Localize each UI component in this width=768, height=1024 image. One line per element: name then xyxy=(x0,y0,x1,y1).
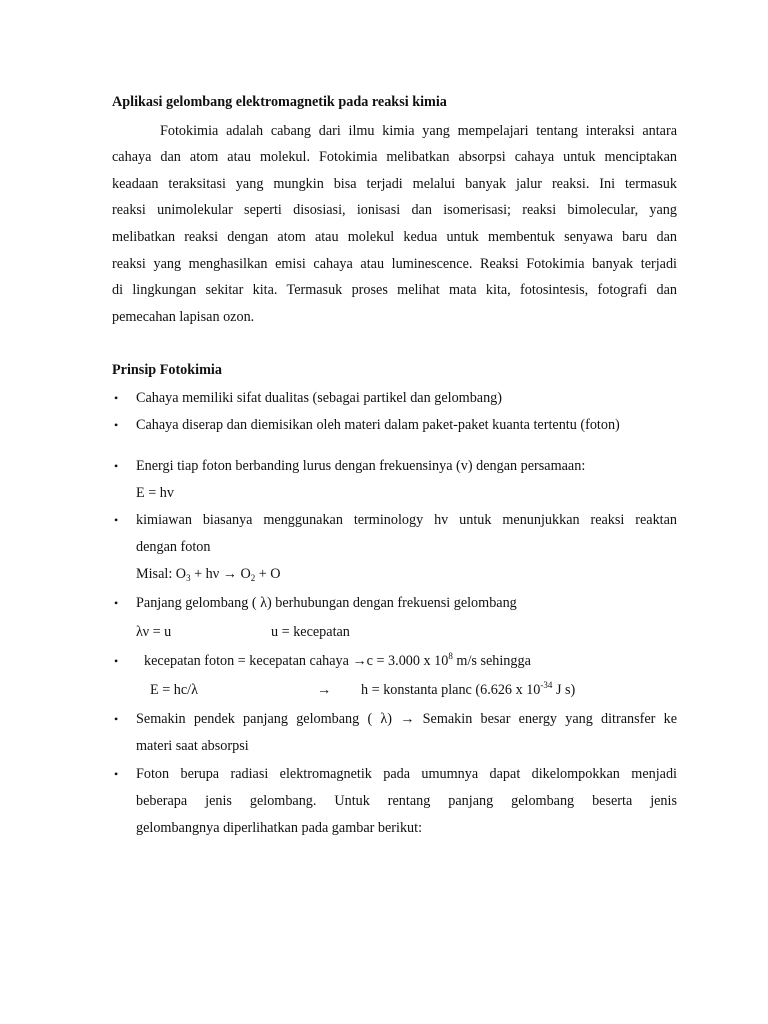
bullet-icon: • xyxy=(114,596,119,610)
paragraph-line-7: di lingkungan sekitar kita. Termasuk proses melihat mata kita, fotosintesis, fotografi dan xyxy=(112,282,677,298)
equation-wave: λν = u xyxy=(136,624,172,640)
equation-wave-note: u = kecepatan xyxy=(271,624,350,640)
bullet-foton: Cahaya diserap dan diemisikan oleh materi dalam paket-paket kuanta tertentu (foton) xyxy=(136,417,620,433)
bullet-icon: • xyxy=(114,418,119,432)
equation-photon-energy: E = hc/λ xyxy=(150,682,198,698)
bullet-terminology-line-1: kimiawan biasanya menggunakan terminology hv untuk menunjukkan reaksi reaktan xyxy=(136,512,677,528)
bullet-icon: • xyxy=(114,712,119,726)
bullet-icon: • xyxy=(114,391,119,405)
paragraph-line-5: melibatkan reaksi dengan atom atau molekul kedua untuk membentuk senyawa baru dan xyxy=(112,229,677,245)
equation-ozone: Misal: $O_3 + h\nu \to O_2 + O$ xyxy=(136,566,281,583)
bullet-radiation-line-2: beberapa jenis gelombang. Untuk rentang panjang gelombang beserta jenis xyxy=(136,793,677,809)
paragraph-line-6: reaksi yang menghasilkan emisi cahaya atau luminescence. Reaksi Fotokimia banyak terjadi xyxy=(112,256,677,272)
bullet-icon: • xyxy=(114,513,119,527)
paragraph-line-8: pemecahan lapisan ozon. xyxy=(112,309,255,325)
bullet-wavelength: Panjang gelombang ( λ) berhubungan dengan frekuensi gelombang xyxy=(136,595,517,611)
bullet-energi: Energi tiap foton berbanding lurus dengan frekuensinya (v) dengan persamaan: xyxy=(136,458,586,474)
bullet-terminology-line-2: dengan foton xyxy=(136,539,211,555)
bullet-radiation-line-1: Foton berupa radiasi elektromagnetik pada umumnya dapat dikelompokkan menjadi xyxy=(136,766,677,782)
bullet-shorter-wavelength-line-2: materi saat absorpsi xyxy=(136,738,249,754)
bullet-radiation-line-3: gelombangnya diperlihatkan pada gambar berikut: xyxy=(136,820,423,836)
bullet-icon: • xyxy=(114,767,119,781)
bullet-shorter-wavelength-line-1: Semakin pendek panjang gelombang ( λ) → Semakin besar energy yang ditransfer ke xyxy=(136,711,677,727)
bullet-icon: • xyxy=(114,654,119,668)
bullet-light-speed: kecepatan foton = kecepatan cahaya →c = 3.000 x $10^8$ m/s sehingga xyxy=(144,651,531,669)
paragraph-line-4: reaksi unimolekular seperti disosiasi, ionisasi dan isomerisasi; reaksi bimolecular, yang xyxy=(112,202,677,218)
arrow-icon: → xyxy=(317,682,332,698)
bullet-icon: • xyxy=(114,459,119,473)
paragraph-line-3: keadaan teraksitasi yang mungkin bisa terjadi melalui banyak jalur reaksi. Ini termasuk xyxy=(112,176,677,192)
section-heading: Aplikasi gelombang elektromagnetik pada reaksi kimia xyxy=(112,94,447,110)
paragraph-line-2: cahaya dan atom atau molekul. Fotokimia melibatkan absorpsi cahaya untuk menciptakan xyxy=(112,149,677,165)
equation-energy: E = hv xyxy=(136,485,174,501)
planck-constant: h = konstanta planc (6.626 x $10^{-34}$ J s) xyxy=(361,680,576,698)
bullet-dualitas: Cahaya memiliki sifat dualitas (sebagai partikel dan gelombang) xyxy=(136,390,503,406)
paragraph-line-1: Fotokimia adalah cabang dari ilmu kimia yang mempelajari tentang interaksi antara xyxy=(160,123,677,139)
principles-heading: Prinsip Fotokimia xyxy=(112,362,222,378)
